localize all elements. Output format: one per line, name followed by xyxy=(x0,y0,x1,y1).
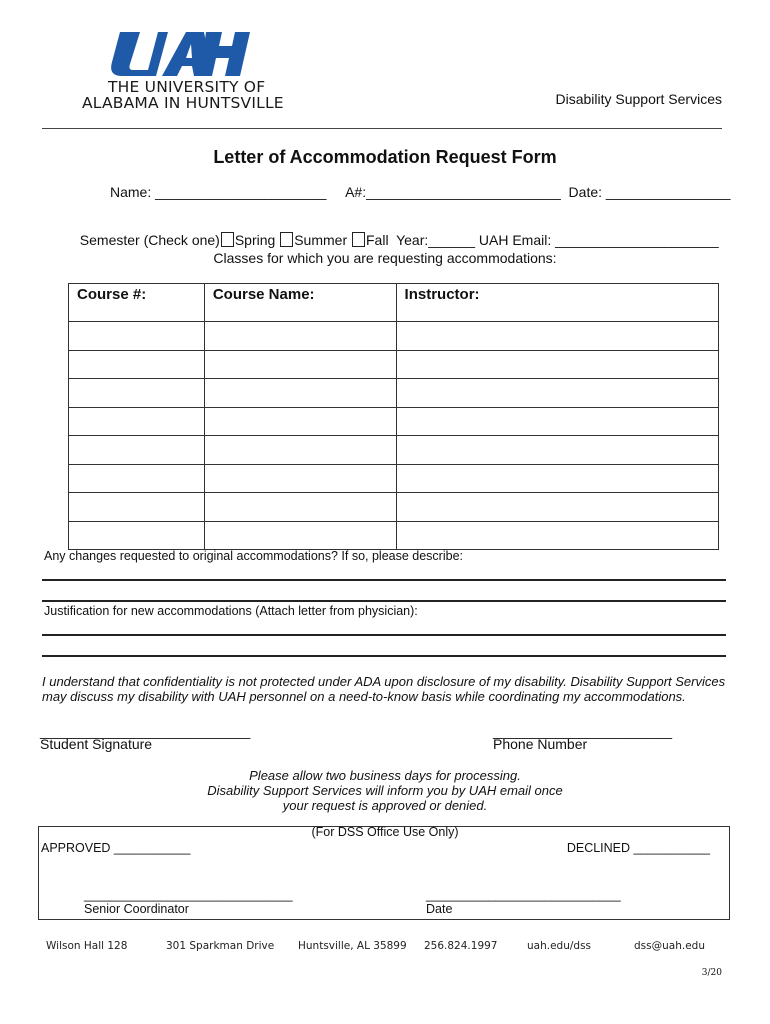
phone-number-line[interactable]: _______________________ xyxy=(493,723,673,739)
approved-field[interactable]: APPROVED ___________ xyxy=(41,841,191,855)
course-name-cell[interactable] xyxy=(204,379,396,408)
spring-label: Spring xyxy=(234,232,276,248)
justification-label: Justification for new accommodations (Attach letter from physician): xyxy=(44,604,418,618)
name-row: Name: ______________________ A#:_________________________ Date: ________________ xyxy=(110,184,731,200)
coordinator-signature-line[interactable]: ______________________________ xyxy=(84,888,293,902)
table-row xyxy=(69,379,719,408)
processing-line-2: Disability Support Services will inform you by UAH email once xyxy=(207,783,563,798)
spring-checkbox[interactable] xyxy=(221,232,234,247)
date-line[interactable]: ____________________________ xyxy=(426,888,621,902)
office-use-title: (For DSS Office Use Only) xyxy=(311,825,459,839)
header-divider xyxy=(42,128,722,129)
course-number-cell[interactable] xyxy=(69,407,205,436)
changes-line-1[interactable] xyxy=(42,579,726,581)
table-row xyxy=(69,322,719,351)
semester-row xyxy=(72,216,719,248)
footer-email[interactable]: dss@uah.edu xyxy=(634,940,705,952)
justification-line-1[interactable] xyxy=(42,634,726,636)
course-number-header: Course #: xyxy=(69,284,205,322)
statement-line-1: I understand that confidentiality is not protected under ADA upon disclosure of my disability. Disability Support Services xyxy=(42,674,726,689)
instructor-cell[interactable] xyxy=(396,436,718,465)
summer-label: Summer xyxy=(294,232,348,248)
instructor-cell[interactable] xyxy=(396,464,718,493)
department-name: Disability Support Services xyxy=(555,91,722,107)
changes-label: Any changes requested to original accommodations? If so, please describe: xyxy=(44,549,463,563)
course-name-cell[interactable] xyxy=(204,436,396,465)
table-row xyxy=(69,350,719,379)
course-name-cell[interactable] xyxy=(204,350,396,379)
form-title: Letter of Accommodation Request Form xyxy=(213,147,557,167)
date-label: Date xyxy=(426,902,453,916)
course-name-cell[interactable] xyxy=(204,322,396,351)
course-number-cell[interactable] xyxy=(69,521,205,550)
footer-city: Huntsville, AL 35899 xyxy=(298,940,407,952)
justification-line-2[interactable] xyxy=(42,655,726,657)
fall-label: Fall xyxy=(366,232,389,248)
logo-text-line1: THE UNIVERSITY OF xyxy=(108,78,266,96)
table-row xyxy=(69,521,719,550)
instructor-cell[interactable] xyxy=(396,322,718,351)
footer-web[interactable]: uah.edu/dss xyxy=(527,940,592,952)
table-row xyxy=(69,464,719,493)
footer-phone: 256.824.1997 xyxy=(424,940,498,952)
processing-line-1: Please allow two business days for processing. xyxy=(249,768,521,783)
course-name-cell[interactable] xyxy=(204,521,396,550)
instructor-cell[interactable] xyxy=(396,350,718,379)
course-number-cell[interactable] xyxy=(69,464,205,493)
instructor-header: Instructor: xyxy=(396,284,718,322)
student-signature-label: Student Signature xyxy=(40,736,153,752)
instructor-cell[interactable] xyxy=(396,379,718,408)
instructor-cell[interactable] xyxy=(396,493,718,522)
footer-street: 301 Sparkman Drive xyxy=(166,940,275,952)
footer-address: Wilson Hall 128 xyxy=(46,940,128,952)
course-number-cell[interactable] xyxy=(69,350,205,379)
table-row xyxy=(69,407,719,436)
table-row xyxy=(69,436,719,465)
semester-label: Semester (Check one) xyxy=(79,232,220,248)
instructor-cell[interactable] xyxy=(396,521,718,550)
fall-checkbox[interactable] xyxy=(352,232,365,247)
course-name-cell[interactable] xyxy=(204,407,396,436)
phone-number-label: Phone Number xyxy=(493,736,588,752)
coordinator-label: Senior Coordinator xyxy=(84,902,189,916)
student-signature-line[interactable]: ___________________________ xyxy=(40,723,251,739)
declined-field[interactable]: DECLINED ___________ xyxy=(566,841,710,855)
course-number-cell[interactable] xyxy=(69,379,205,408)
changes-line-2[interactable] xyxy=(42,600,726,602)
summer-checkbox[interactable] xyxy=(280,232,293,247)
processing-line-3: your request is approved or denied. xyxy=(282,798,488,813)
year-email-fields: Year:______ UAH Email: _____________________ xyxy=(396,232,719,248)
instructor-cell[interactable] xyxy=(396,407,718,436)
classes-label: Classes for which you are requesting accommodations: xyxy=(213,250,557,266)
course-name-cell[interactable] xyxy=(204,464,396,493)
course-number-cell[interactable] xyxy=(69,436,205,465)
uah-logo xyxy=(100,30,250,78)
courses-table xyxy=(68,283,719,550)
course-name-header: Course Name: xyxy=(204,284,396,322)
course-name-cell[interactable] xyxy=(204,493,396,522)
logo-text-line2: ALABAMA IN HUNTSVILLE xyxy=(82,94,284,112)
course-number-cell[interactable] xyxy=(69,322,205,351)
page-number: 3/20 xyxy=(701,968,722,978)
logo-letter-u xyxy=(111,32,168,76)
table-row xyxy=(69,493,719,522)
logo-letter-h xyxy=(200,32,250,76)
course-number-cell[interactable] xyxy=(69,493,205,522)
statement-line-2: may discuss my disability with UAH personnel on a need-to-know basis while coordinating my accommodations. xyxy=(42,689,686,704)
